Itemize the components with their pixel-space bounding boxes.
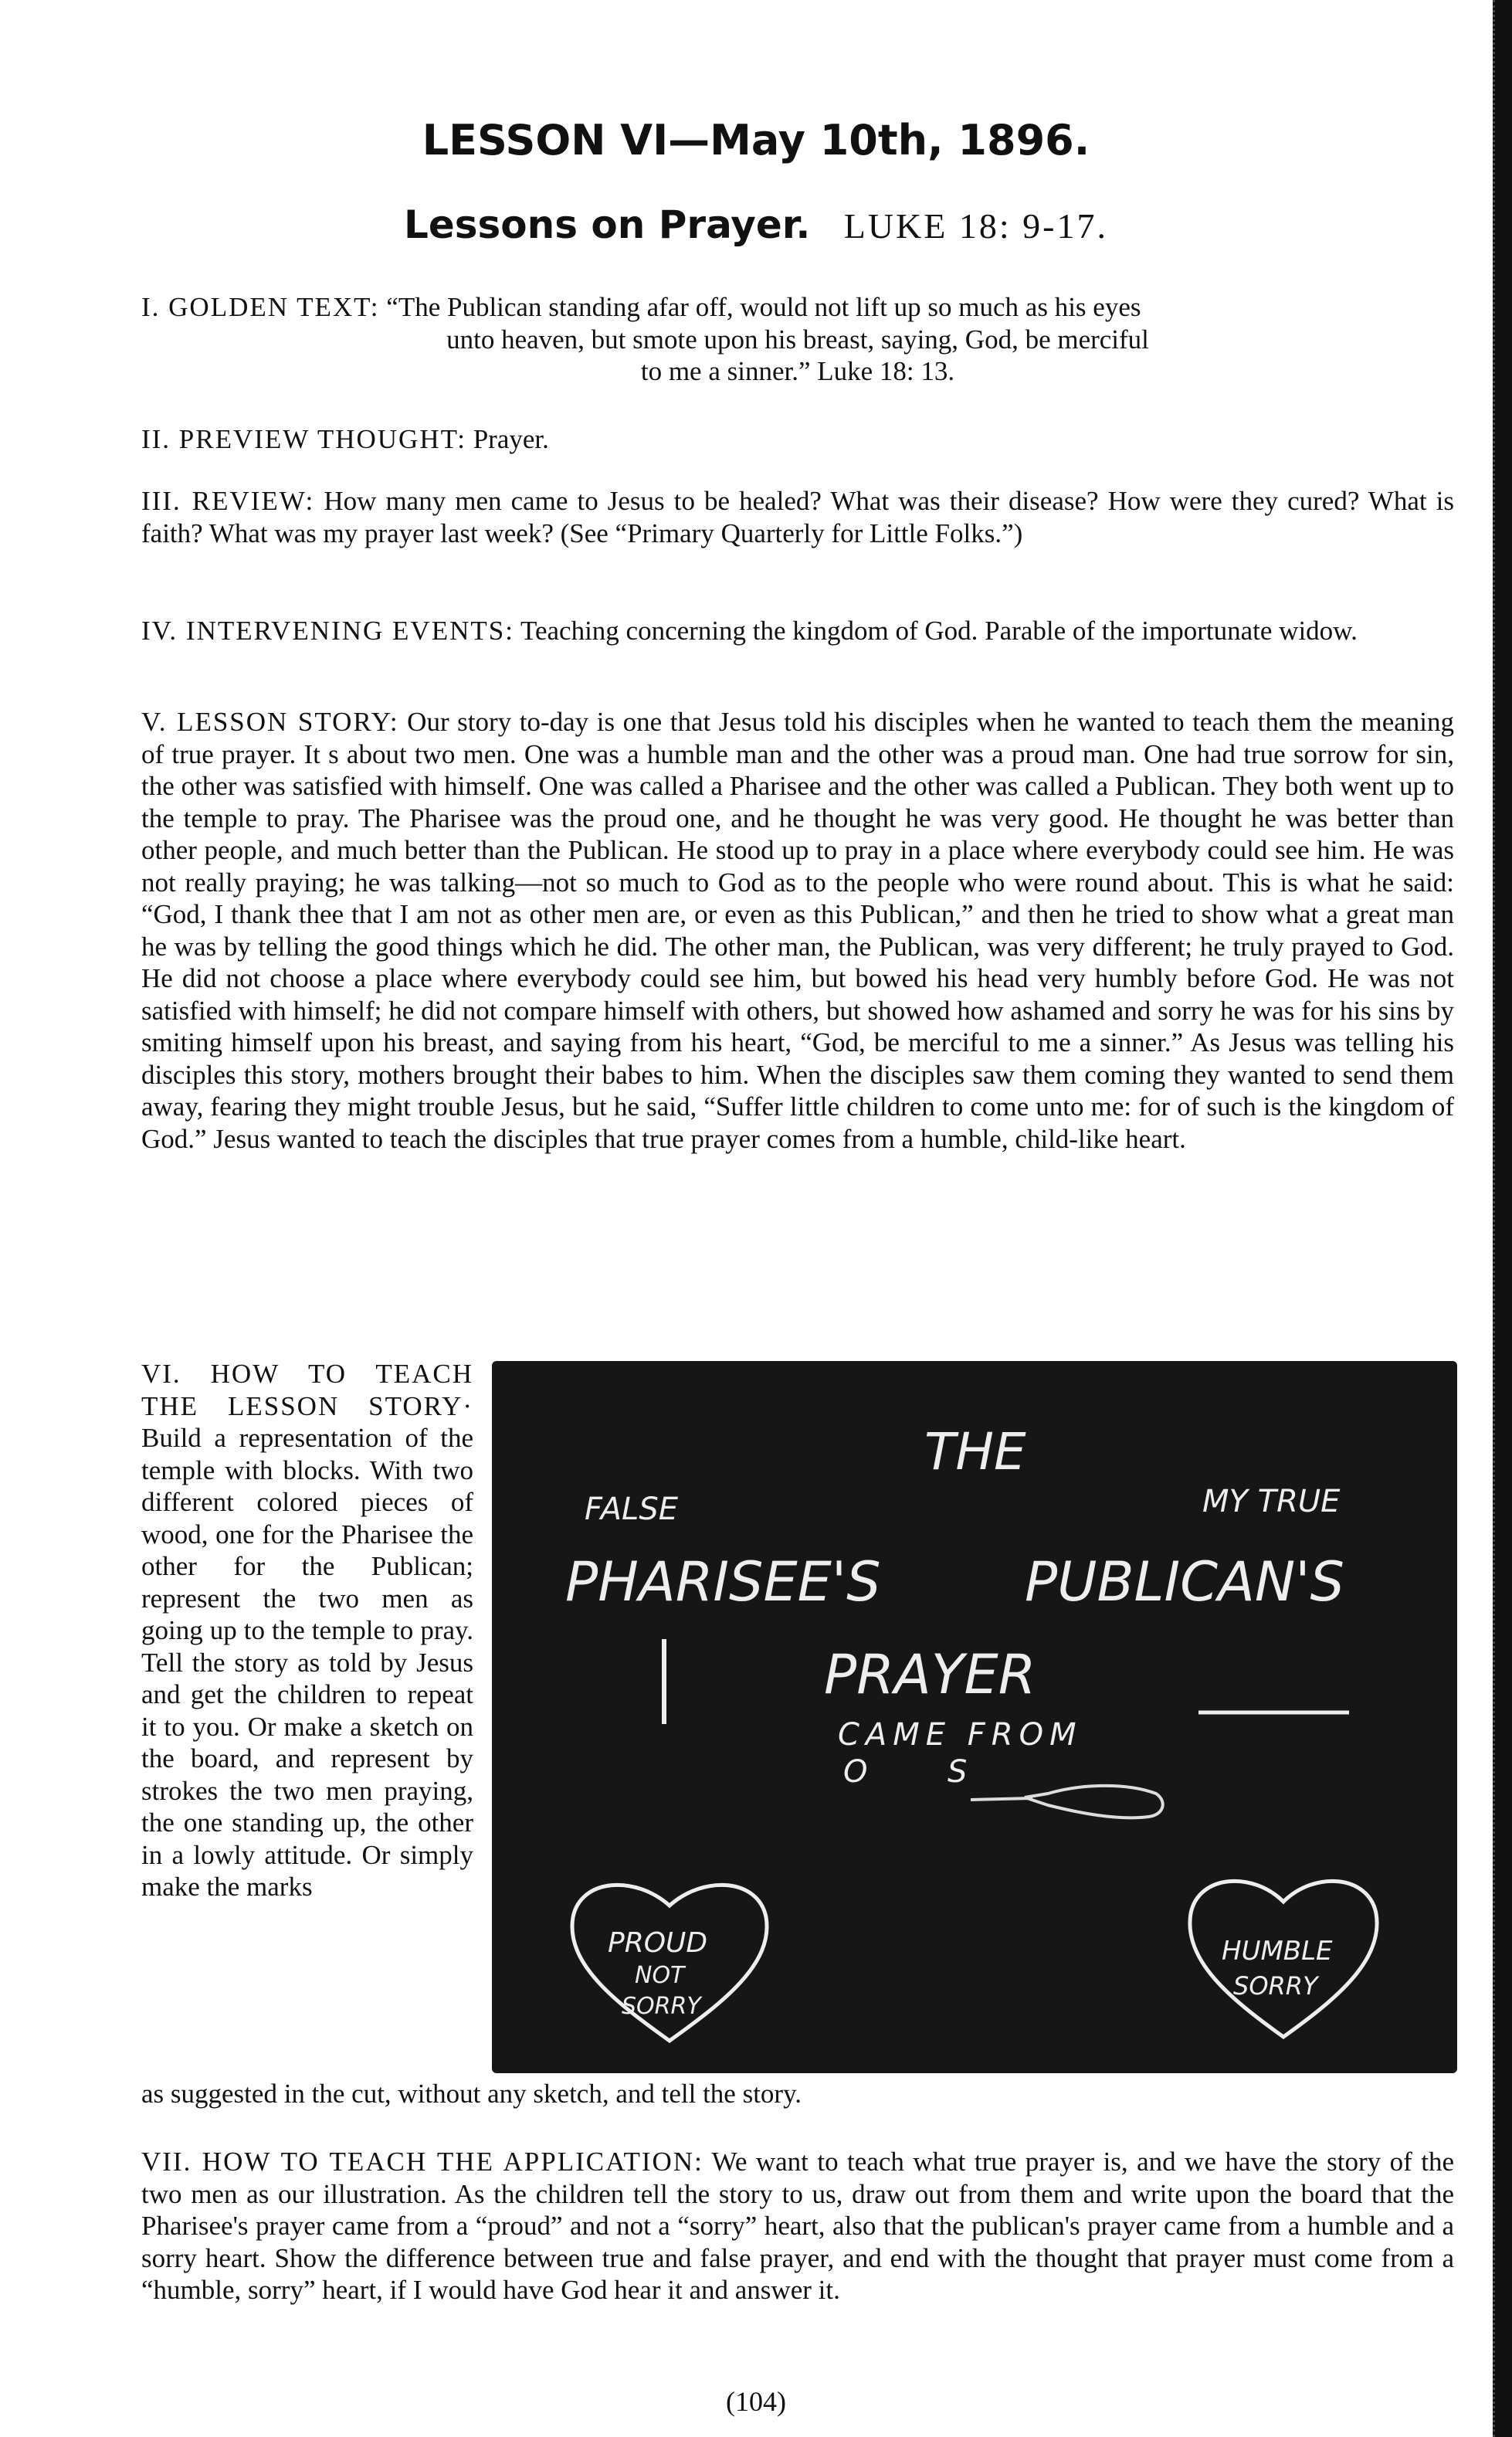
pointing-hand-icon <box>971 1786 1163 1818</box>
section-label: V. LESSON STORY: <box>141 707 399 737</box>
heart-right-word: HUMBLE <box>1222 1936 1333 1967</box>
preview-thought-section <box>141 423 1454 456</box>
section-text: Teaching concerning the kingdom of God. Parable of the importunate widow. <box>520 616 1358 646</box>
board-word-false: FALSE <box>585 1492 678 1527</box>
section-label: I. GOLDEN TEXT: <box>141 292 380 322</box>
review-section <box>141 485 1454 549</box>
scan-edge <box>1493 0 1512 2437</box>
board-word-publicans: PUBLICAN'S <box>1025 1550 1344 1614</box>
lesson-story-section <box>141 706 1454 1155</box>
section-label: III. REVIEW: <box>141 486 315 516</box>
how-to-teach-application-section <box>141 2146 1454 2306</box>
golden-text-line: unto heaven, but smote upon his breast, saying, God, be merciful <box>446 324 1149 355</box>
golden-text-line: to me a sinner.” Luke 18: 13. <box>640 356 955 386</box>
board-word-prayer: PRAYER <box>824 1643 1036 1706</box>
lesson-title: LESSON VI—May 10th, 1896. <box>422 116 1090 165</box>
how-to-teach-story-end: as suggested in the cut, without any sketch, and tell the story. <box>141 2079 802 2109</box>
blackboard-illustration <box>492 1361 1457 2073</box>
how-to-teach-story-section <box>141 1358 473 1903</box>
subtitle-text: Lessons on Prayer. <box>404 202 811 247</box>
board-letter-s: S <box>948 1754 968 1790</box>
heart-left-word: PROUD <box>608 1927 708 1959</box>
blackboard-drawing <box>492 1361 1457 2073</box>
heart-left-word: SORRY <box>622 1993 701 2020</box>
golden-text-line: “The Publican standing afar off, would not lift up so much as his eyes <box>386 292 1141 322</box>
heart-left-word: NOT <box>635 1962 685 1989</box>
intervening-events-section <box>141 615 1454 647</box>
scripture-reference: LUKE 18: 9-17. <box>843 206 1108 246</box>
board-word-came-from: CAME FROM <box>838 1717 1083 1753</box>
section-label: VI. HOW TO TEACH THE LESSON STORY· <box>141 1359 473 1421</box>
lesson-subtitle <box>0 202 1512 247</box>
heart-right-word: SORRY <box>1233 1971 1318 2001</box>
section-text: We want to teach what true prayer is, and we have the story of the two men as our illustration. As the children tell the story to us, draw out from them and write upon the board that the Pharisee's prayer came from a “proud” and not a “sorry” heart, also that the publican's prayer came from a humble and a sorry heart. Show the difference between true and false prayer, and end with the thought that prayer must come from a “humble, sorry” heart, if I would have God hear it and answer it. <box>141 2147 1455 2305</box>
board-word-pharisees: PHARISEE'S <box>565 1550 881 1614</box>
page-number: (104) <box>726 2386 786 2417</box>
section-text: How many men came to Jesus to be healed? What was their disease? How were they cured? What is faith? What was my prayer last week? (See “Primary Quarterly for Little Folks.”) <box>141 486 1454 548</box>
board-word-the: THE <box>924 1422 1026 1482</box>
section-label: II. PREVIEW THOUGHT: <box>141 424 466 454</box>
board-letter-o: O <box>843 1754 868 1790</box>
golden-text-section <box>141 291 1454 388</box>
section-text: Prayer. <box>473 424 549 454</box>
section-text: Our story to-day is one that Jesus told his disciples when he wanted to teach them the meaning of true prayer. It s about two men. One was a humble man and the other was a proud man. One had true sorrow for sin, the other was satisfied with himself. One was called a Pharisee and the other was called a Publican. They both went up to the temple to pray. The Pharisee was the proud one, and he thought he was very good. He thought he was better than other people, and much better than the Publican. He stood up to pray in a place where everybody could see him. He was not really praying; he was talking—not so much to God as to the people who were round about. This is what he said: “God, I thank thee that I am not as other men are, or even as this Publican,” and then he tried to show what a great man he was by telling the good things which he did. The other man, the Publican, was very different; he truly prayed to God. He did not choose a place where everybody could see him, but bowed his head very humbly before God. He was not satisfied with himself; he did not compare himself with others, but showed how ashamed and sorry he was for his sins by smiting himself upon his breast, and saying from his heart, “God, be merciful to me a sinner.” As Jesus was telling his disciples this story, mothers brought their babes to him. When the disciples saw them coming they wanted to send them away, fearing they might trouble Jesus, but he said, “Suffer little children to come unto me: for of such is the kingdom of God.” Jesus wanted to teach the disciples that true prayer comes from a humble, child-like heart. <box>141 707 1454 1154</box>
section-label: VII. HOW TO TEACH THE APPLICATION: <box>141 2147 703 2177</box>
section-label: IV. INTERVENING EVENTS: <box>141 616 514 646</box>
section-text: Build a representation of the temple with blocks. With two different colored pieces of wood, one for the Pharisee the other for the Publican; represent the two men as going up to the temple to pray. Tell the story as told by Jesus and get the children to repeat it to you. Or make a sketch on the board, and represent by strokes the two men praying, the one standing up, the other in a lowly attitude. Or simply make the marks <box>141 1423 473 1902</box>
board-word-my-true: MY TRUE <box>1202 1484 1341 1519</box>
